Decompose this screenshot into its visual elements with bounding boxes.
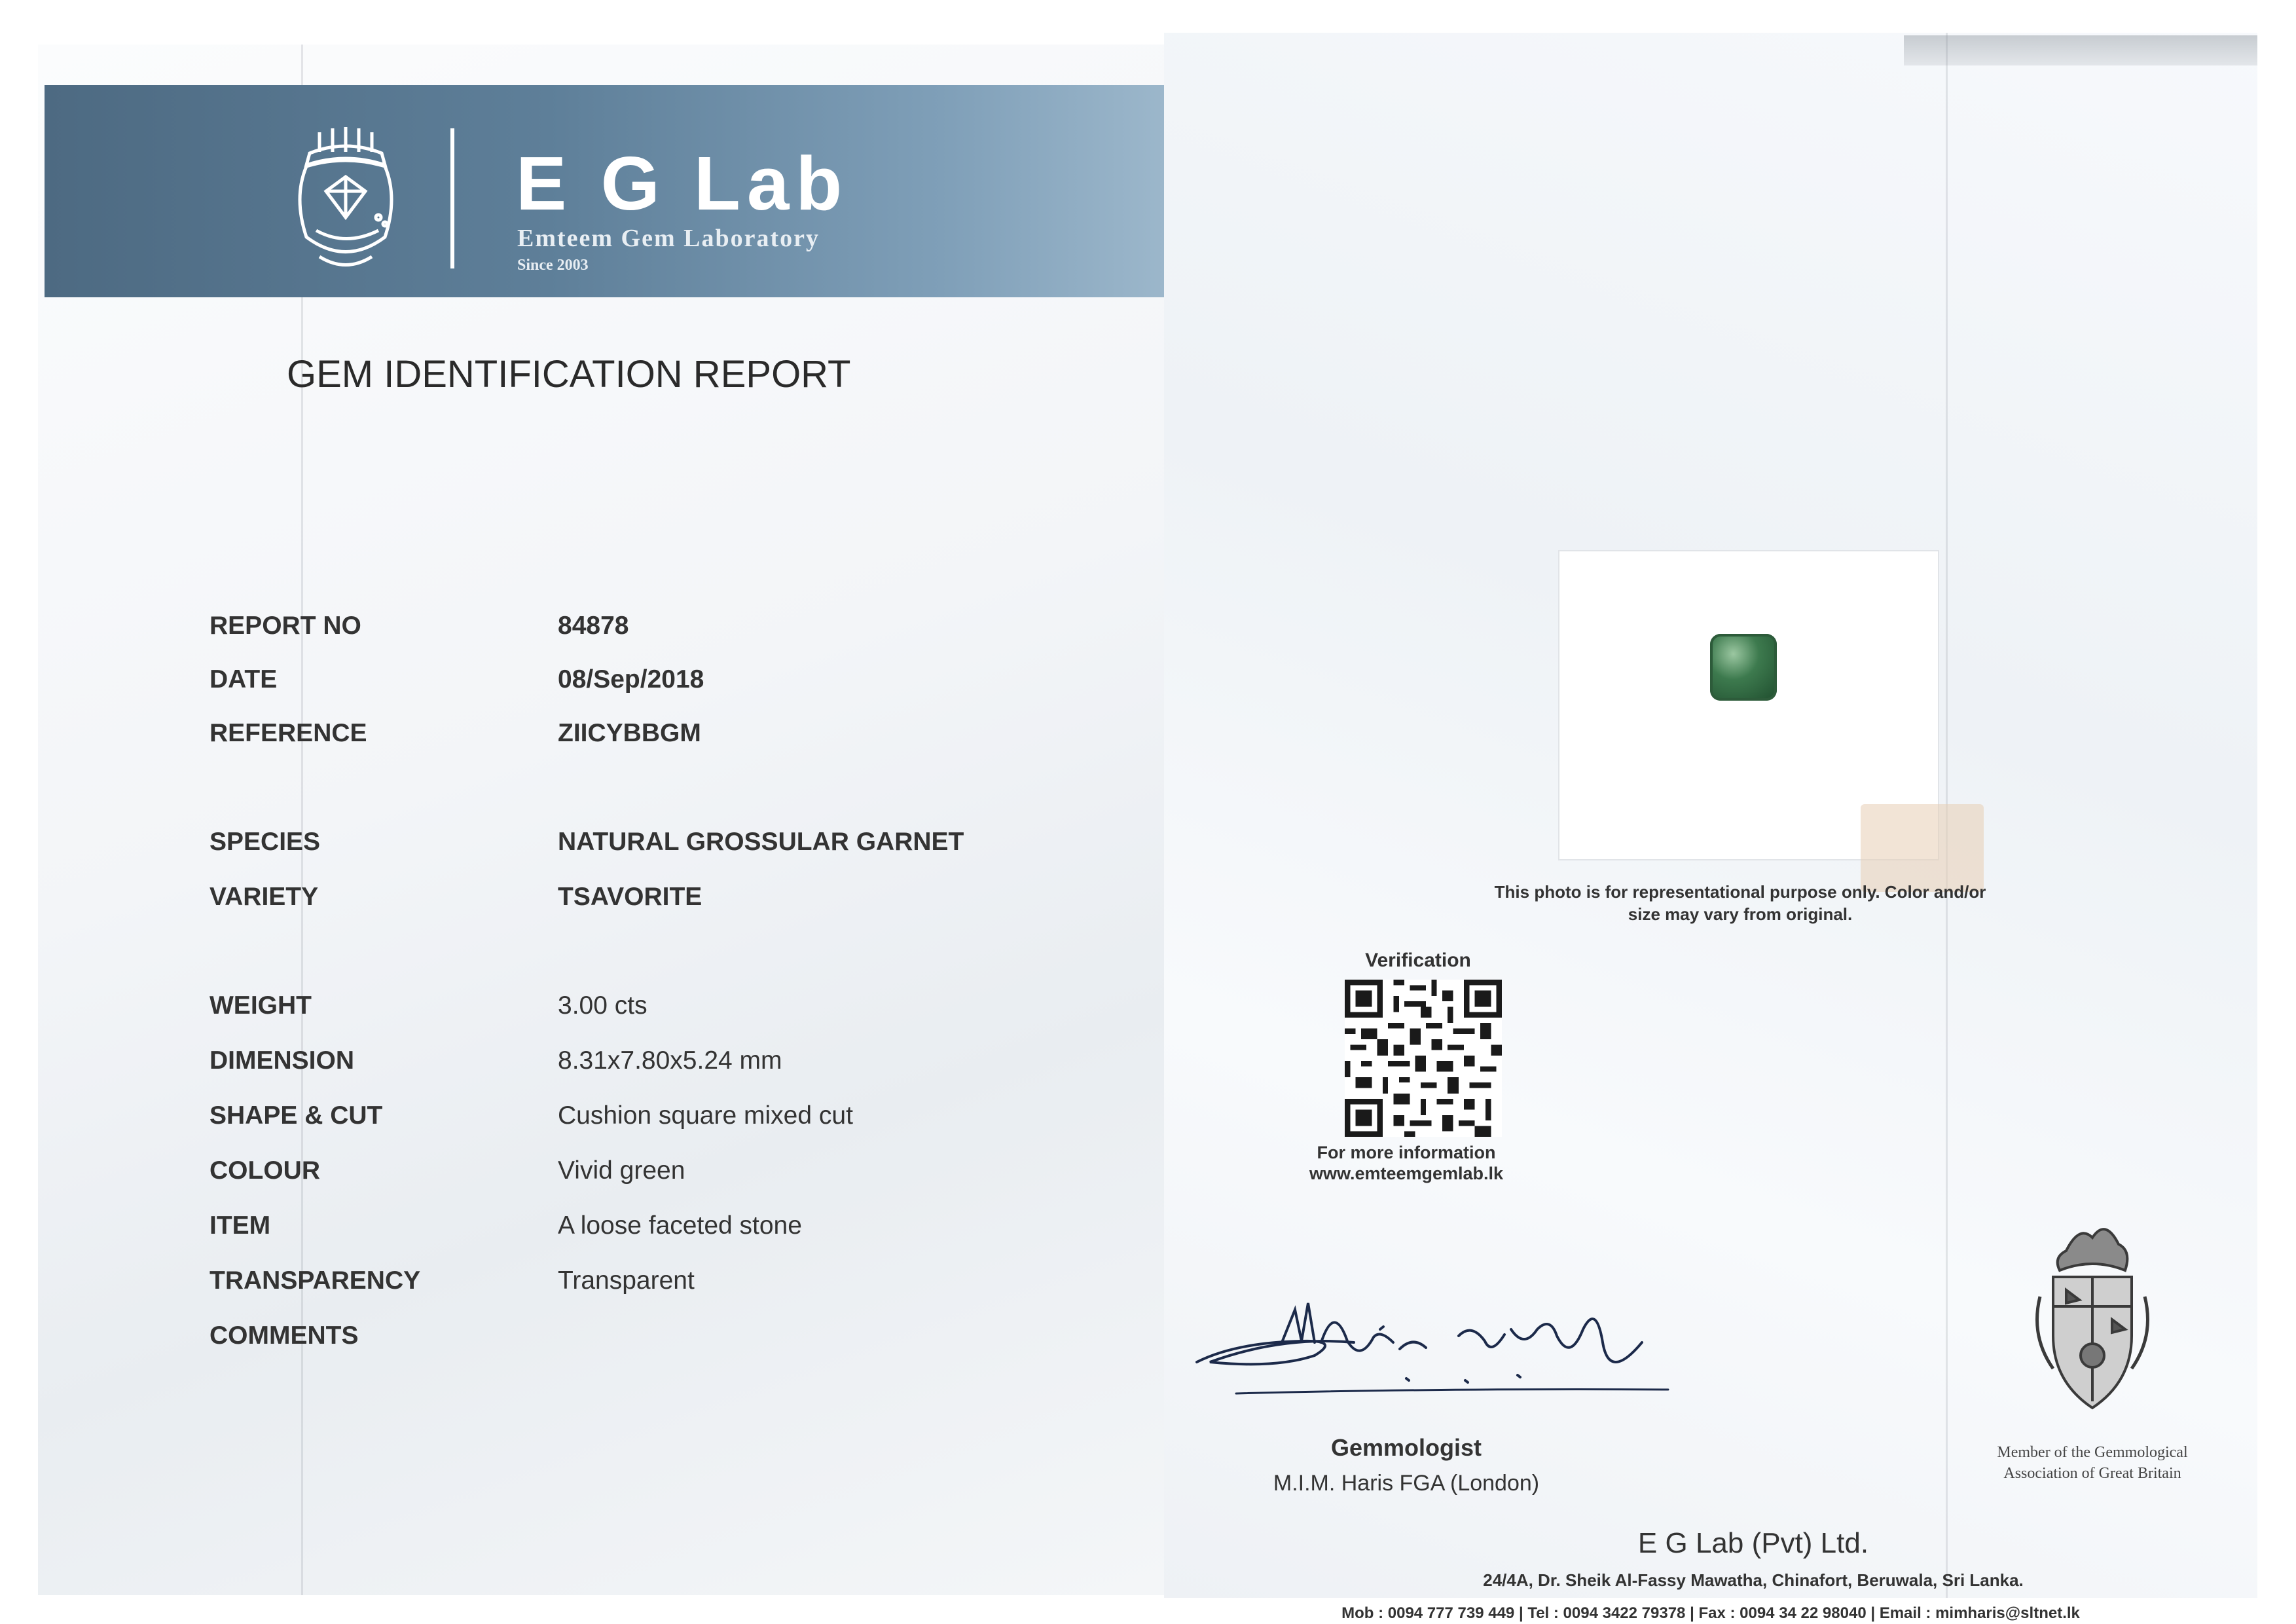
detail-label: VARIETY [210,883,319,911]
detail-label: TRANSPARENCY [210,1266,421,1295]
detail-value: A loose faceted stone [558,1211,802,1240]
top-strip [1904,35,2257,65]
gemmologist-title: Gemmologist [1330,1434,1482,1461]
report-title: GEM IDENTIFICATION REPORT [287,353,851,396]
verification-info [1288,1142,1524,1185]
detail-label: SPECIES [210,828,321,856]
detail-value: ZIICYBBGM [558,719,701,747]
more-info-text: For more information [1317,1143,1496,1162]
photo-disclaimer-line: This photo is for representational purpose only. Color and/or [1494,882,1986,902]
company-contact: Mob : 0094 777 739 449 | Tel : 0094 3422 79378 | Fax : 0094 34 22 98040 | Email : mimharis@sltnet.lk [1341,1604,2080,1622]
detail-label: SHAPE & CUT [210,1101,383,1130]
qr-code-icon[interactable] [1345,980,1502,1137]
detail-label: DATE [210,665,278,693]
verification-card [1164,33,2257,1622]
website-link[interactable]: www.emteemgemlab.lk [1309,1164,1504,1184]
detail-value: 08/Sep/2018 [558,665,704,693]
detail-value: NATURAL GROSSULAR GARNET [558,828,964,856]
detail-row-item [210,1211,1139,1251]
gagb-caption-line: Association of Great Britain [2003,1465,2181,1483]
detail-row-date [210,665,1139,705]
detail-row-reference [210,719,1139,758]
report-card [38,45,1164,1595]
detail-label: COLOUR [210,1156,320,1185]
detail-value: 3.00 cts [558,991,647,1020]
detail-row-dimension [210,1046,1139,1086]
detail-row-report-no [210,612,1139,651]
detail-value: 8.31x7.80x5.24 mm [558,1046,782,1075]
gem-photo [1710,634,1777,701]
company-name: E G Lab (Pvt) Ltd. [1637,1527,1869,1559]
verification-label: Verification [1365,950,1471,971]
detail-label: ITEM [210,1211,271,1240]
detail-row-species [210,828,1139,867]
brand-since: Since 2003 [517,257,589,274]
detail-row-shape-cut [210,1101,1139,1141]
detail-value: Vivid green [558,1156,685,1185]
brand-name: E G Lab [516,141,849,226]
detail-label: REPORT NO [210,612,361,640]
gagb-membership [1961,1442,2223,1485]
detail-label: WEIGHT [210,991,312,1020]
detail-row-comments [210,1321,1139,1361]
photo-disclaimer-line: size may vary from original. [1628,904,1853,924]
lab-crest-icon [280,126,411,276]
detail-row-transparency [210,1266,1139,1306]
gemmologist-signature [1184,1264,1681,1428]
gagb-caption-line: Member of the Gemmological [1997,1444,2188,1461]
detail-label: REFERENCE [210,719,367,747]
company-address: 24/4A, Dr. Sheik Al-Fassy Mawatha, Chinafort, Beruwala, Sri Lanka. [1483,1570,2024,1590]
lab-header-banner [45,85,1165,297]
detail-label: DIMENSION [210,1046,355,1075]
brand-subtitle: Emteem Gem Laboratory [517,225,820,252]
tape-mark [1861,804,1984,892]
detail-label: COMMENTS [210,1321,359,1350]
gemmologist-name: M.I.M. Haris FGA (London) [1273,1471,1540,1496]
detail-value: Cushion square mixed cut [558,1101,853,1130]
detail-value: 84878 [558,612,629,640]
detail-row-variety [210,883,1139,922]
detail-value: TSAVORITE [558,883,702,911]
detail-row-colour [210,1156,1139,1196]
detail-row-weight [210,991,1139,1031]
detail-value: Transparent [558,1266,695,1295]
gagb-crest-icon [2027,1205,2158,1421]
banner-divider [450,128,454,268]
photo-disclaimer [1446,881,2035,926]
